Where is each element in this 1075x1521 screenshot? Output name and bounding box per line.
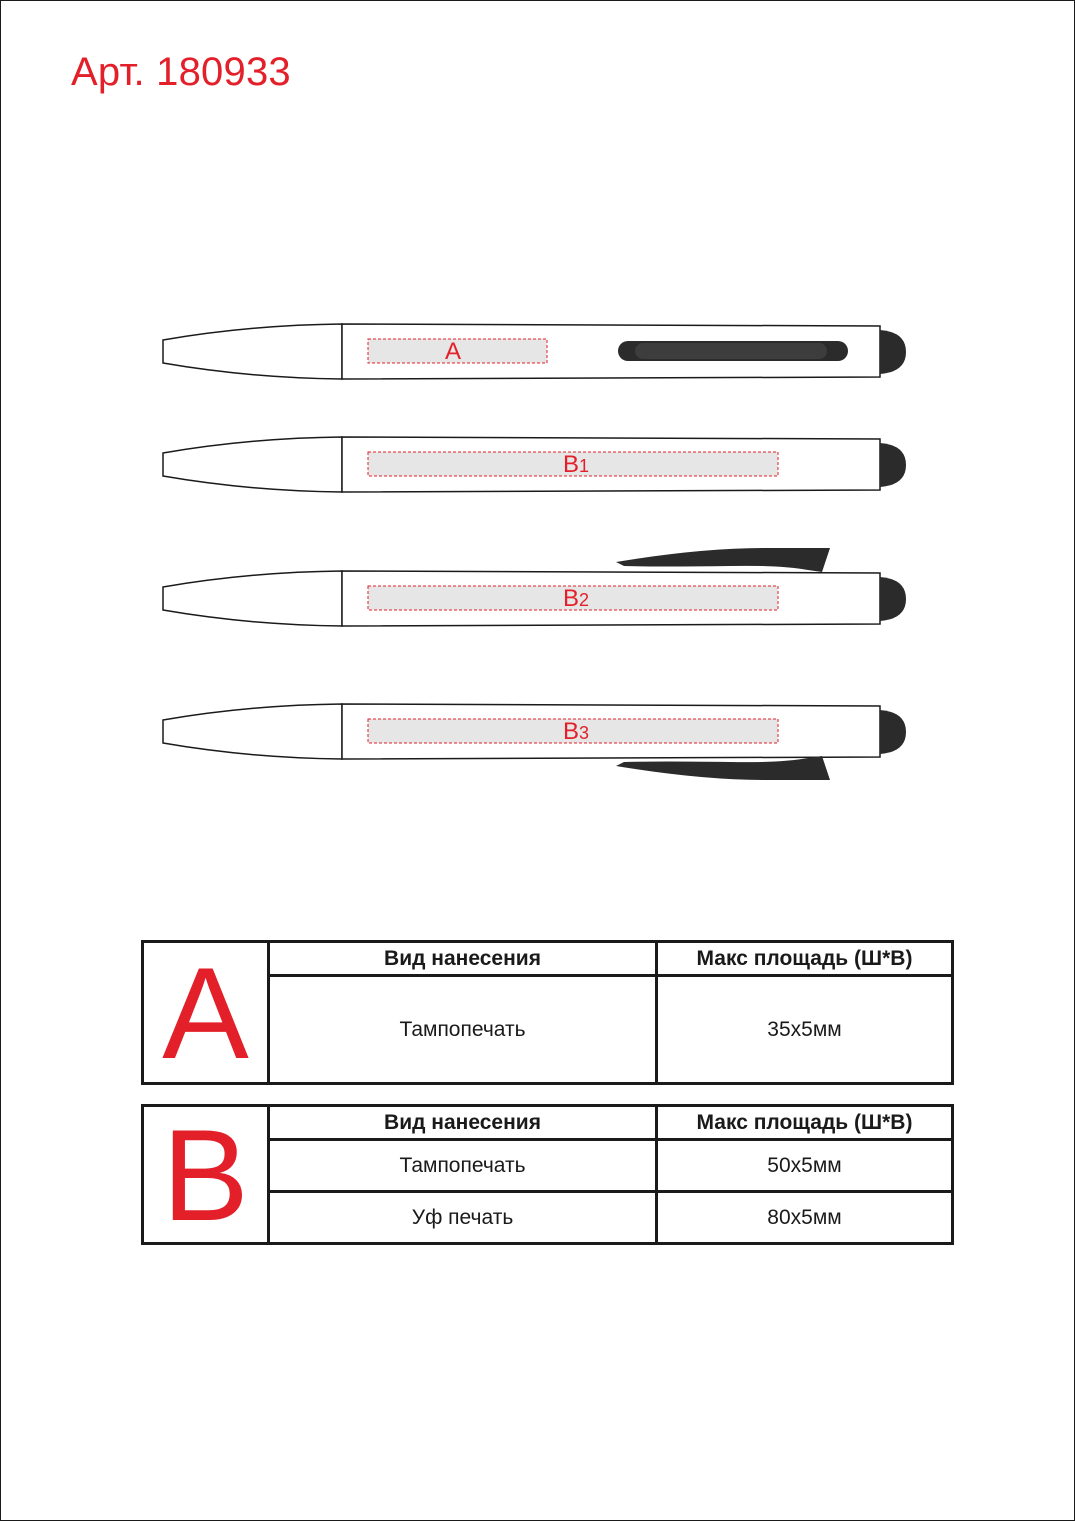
zone-label-b2: B2	[563, 585, 590, 612]
table-b-area-cell-1: 50x5мм	[657, 1140, 953, 1192]
table-a-area-cell: 35x5мм	[657, 976, 953, 1084]
zone-label-b1: B1	[563, 451, 590, 478]
table-a-header-method: Вид нанесения	[269, 942, 657, 976]
zone-label-b3: B3	[563, 718, 590, 745]
table-b-letter: B	[143, 1106, 269, 1244]
article-title: Арт. 180933	[71, 50, 291, 94]
table-a-header-area: Макс площадь (Ш*В)	[657, 942, 953, 976]
table-b-method-cell-1: Тампопечать	[269, 1140, 657, 1192]
spec-table-a	[141, 940, 954, 1085]
pen-view-b3	[163, 704, 906, 780]
spec-table-b	[141, 1101, 954, 1248]
pen-view-b2	[163, 548, 906, 626]
table-b-area-cell-2: 80x5мм	[657, 1192, 953, 1244]
table-b-header-area: Макс площадь (Ш*В)	[657, 1106, 953, 1140]
zone-label-a: A	[445, 338, 462, 365]
table-b-header-method: Вид нанесения	[269, 1106, 657, 1140]
pen-view-b1	[163, 437, 906, 492]
table-b-method-cell-2: Уф печать	[269, 1192, 657, 1244]
pen-view-a	[163, 324, 906, 379]
table-a-letter: A	[143, 942, 269, 1084]
table-a-method-cell: Тампопечать	[269, 976, 657, 1084]
